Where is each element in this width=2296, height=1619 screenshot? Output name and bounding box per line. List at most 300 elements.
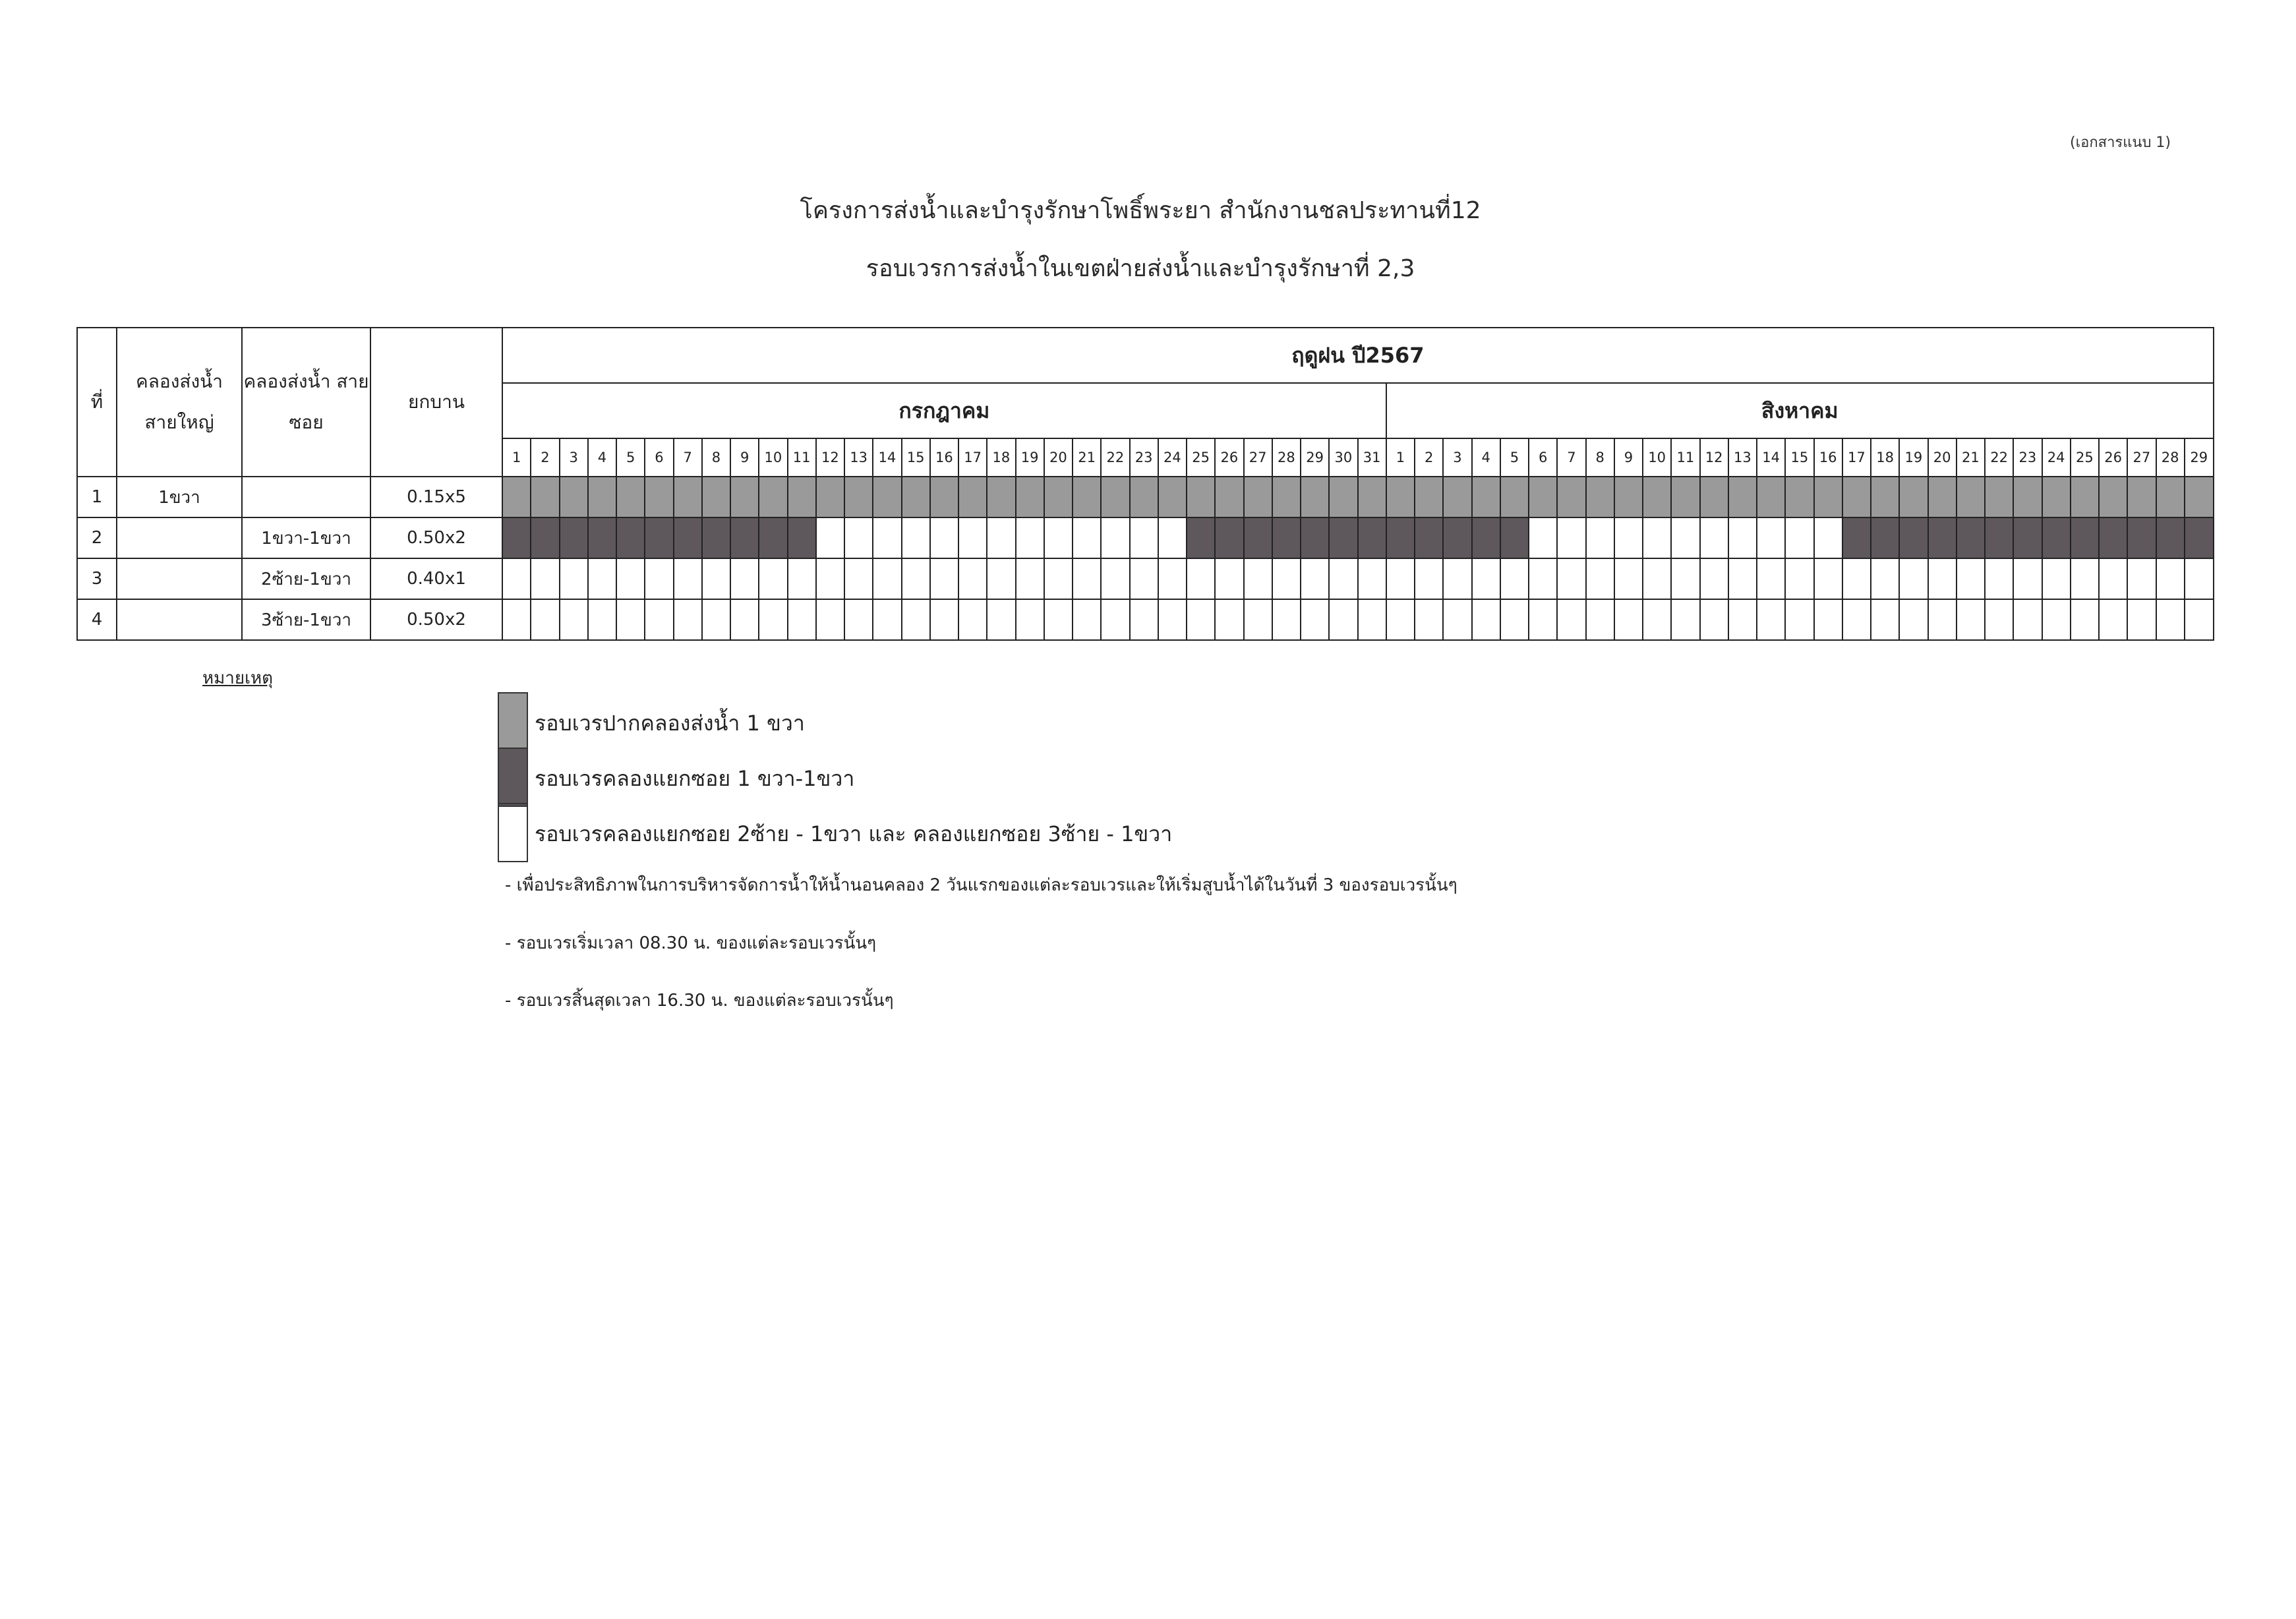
schedule-cell xyxy=(730,517,759,558)
schedule-cell xyxy=(1899,477,1928,517)
row-sub: 1ขวา-1ขวา xyxy=(242,517,370,558)
day-header: 14 xyxy=(1757,438,1785,477)
schedule-cell xyxy=(616,599,645,640)
schedule-cell xyxy=(1272,477,1301,517)
schedule-cell xyxy=(1814,477,1842,517)
schedule-cell xyxy=(616,558,645,599)
schedule-cell xyxy=(902,477,930,517)
schedule-cell xyxy=(1386,558,1415,599)
schedule-cell xyxy=(616,477,645,517)
schedule-cell xyxy=(1529,517,1557,558)
schedule-cell xyxy=(502,517,531,558)
schedule-cell xyxy=(702,558,730,599)
day-header: 21 xyxy=(1957,438,1985,477)
legend-item xyxy=(498,748,1289,808)
table-row xyxy=(77,599,2214,640)
schedule-cell xyxy=(1643,558,1671,599)
schedule-cell xyxy=(1700,558,1728,599)
schedule-cell xyxy=(1073,599,1101,640)
schedule-cell xyxy=(1044,517,1073,558)
schedule-cell xyxy=(730,477,759,517)
schedule-cell xyxy=(1187,517,1215,558)
day-header: 14 xyxy=(873,438,901,477)
row-sub xyxy=(242,477,370,517)
schedule-cell xyxy=(816,477,844,517)
day-header: 19 xyxy=(1016,438,1044,477)
schedule-cell xyxy=(616,517,645,558)
day-header: 15 xyxy=(1785,438,1813,477)
schedule-cell xyxy=(958,599,987,640)
schedule-cell xyxy=(1158,558,1187,599)
day-header: 18 xyxy=(1871,438,1899,477)
schedule-cell xyxy=(1785,599,1813,640)
schedule-cell xyxy=(1500,558,1529,599)
table-row xyxy=(77,477,2214,517)
schedule-cell xyxy=(2099,558,2127,599)
schedule-cell xyxy=(1386,517,1415,558)
day-header: 10 xyxy=(1643,438,1671,477)
day-header: 9 xyxy=(1614,438,1643,477)
schedule-cell xyxy=(1158,477,1187,517)
schedule-cell xyxy=(1272,599,1301,640)
schedule-cell xyxy=(560,477,588,517)
day-header: 17 xyxy=(1842,438,1871,477)
schedule-cell xyxy=(1785,558,1813,599)
schedule-cell xyxy=(1957,517,1985,558)
schedule-cell xyxy=(1016,599,1044,640)
schedule-cell xyxy=(958,558,987,599)
schedule-cell xyxy=(1700,477,1728,517)
schedule-cell xyxy=(1472,477,1500,517)
schedule-cell xyxy=(1443,477,1471,517)
schedule-cell xyxy=(1643,517,1671,558)
schedule-cell xyxy=(1842,517,1871,558)
day-header: 2 xyxy=(531,438,559,477)
season-header: ฤดูฝน ปี2567 xyxy=(502,328,2214,383)
schedule-cell xyxy=(588,599,616,640)
schedule-cell xyxy=(1586,599,1614,640)
schedule-cell xyxy=(2127,517,2156,558)
schedule-cell xyxy=(844,558,873,599)
schedule-cell xyxy=(531,558,559,599)
schedule-cell xyxy=(930,558,958,599)
row-sub: 3ซ้าย-1ขวา xyxy=(242,599,370,640)
day-header: 30 xyxy=(1329,438,1357,477)
legend-swatch xyxy=(498,803,528,862)
schedule-cell xyxy=(674,599,702,640)
schedule-cell xyxy=(588,477,616,517)
schedule-cell xyxy=(1728,558,1757,599)
schedule-cell xyxy=(1301,599,1329,640)
schedule-cell xyxy=(788,558,816,599)
schedule-cell xyxy=(1671,477,1699,517)
day-header: 10 xyxy=(759,438,787,477)
schedule-cell xyxy=(1671,558,1699,599)
schedule-cell xyxy=(1215,599,1243,640)
schedule-cell xyxy=(1415,477,1443,517)
schedule-cell xyxy=(2042,477,2071,517)
day-header: 25 xyxy=(2071,438,2099,477)
schedule-cell xyxy=(1472,517,1500,558)
schedule-cell xyxy=(1957,477,1985,517)
schedule-cell xyxy=(1529,599,1557,640)
schedule-cell xyxy=(1814,517,1842,558)
day-header: 20 xyxy=(1928,438,1957,477)
schedule-cell xyxy=(1957,599,1985,640)
schedule-cell xyxy=(1871,599,1899,640)
schedule-cell xyxy=(1500,517,1529,558)
notes-title: หมายเหตุ xyxy=(202,668,274,688)
schedule-cell xyxy=(2042,599,2071,640)
day-header: 1 xyxy=(1386,438,1415,477)
schedule-cell xyxy=(674,558,702,599)
day-header: 28 xyxy=(1272,438,1301,477)
schedule-cell xyxy=(987,477,1015,517)
schedule-cell xyxy=(1301,477,1329,517)
schedule-cell xyxy=(1187,558,1215,599)
schedule-cell xyxy=(2099,517,2127,558)
schedule-cell xyxy=(531,517,559,558)
schedule-cell xyxy=(1928,477,1957,517)
schedule-cell xyxy=(1016,477,1044,517)
schedule-cell xyxy=(1016,558,1044,599)
schedule-cell xyxy=(1842,558,1871,599)
schedule-cell xyxy=(531,599,559,640)
schedule-cell xyxy=(1757,477,1785,517)
schedule-cell xyxy=(2127,558,2156,599)
schedule-cell xyxy=(1500,599,1529,640)
schedule-cell xyxy=(2099,599,2127,640)
note-line: - รอบเวรเริ่มเวลา 08.30 น. ของแต่ละรอบเวรนั้นๆ xyxy=(505,933,877,953)
schedule-cell xyxy=(902,558,930,599)
day-header: 4 xyxy=(1472,438,1500,477)
schedule-cell xyxy=(1557,477,1585,517)
schedule-cell xyxy=(560,558,588,599)
schedule-cell xyxy=(1130,477,1158,517)
schedule-cell xyxy=(902,599,930,640)
schedule-cell xyxy=(502,477,531,517)
schedule-cell xyxy=(1728,477,1757,517)
row-pump: 0.40x1 xyxy=(370,558,502,599)
table-row xyxy=(77,517,2214,558)
schedule-cell xyxy=(730,599,759,640)
schedule-cell xyxy=(2156,599,2185,640)
schedule-cell xyxy=(1586,477,1614,517)
schedule-cell xyxy=(1614,558,1643,599)
schedule-cell xyxy=(1443,558,1471,599)
schedule-cell xyxy=(1928,558,1957,599)
schedule-cell xyxy=(1671,517,1699,558)
schedule-cell xyxy=(2071,517,2099,558)
schedule-cell xyxy=(1899,599,1928,640)
schedule-cell xyxy=(1272,558,1301,599)
day-header: 13 xyxy=(844,438,873,477)
schedule-cell xyxy=(674,477,702,517)
col-pump-header: ยกบาน xyxy=(370,328,502,477)
schedule-cell xyxy=(2071,477,2099,517)
schedule-cell xyxy=(1700,517,1728,558)
schedule-cell xyxy=(1329,477,1357,517)
schedule-cell xyxy=(2127,477,2156,517)
schedule-cell xyxy=(2156,558,2185,599)
schedule-cell xyxy=(1073,558,1101,599)
schedule-cell xyxy=(502,599,531,640)
day-header: 25 xyxy=(1187,438,1215,477)
schedule-cell xyxy=(1785,517,1813,558)
schedule-cell xyxy=(1757,517,1785,558)
schedule-cell xyxy=(1158,517,1187,558)
day-header: 7 xyxy=(674,438,702,477)
schedule-cell xyxy=(2071,599,2099,640)
attachment-label: (เอกสารแนบ 1) xyxy=(2070,134,2171,151)
schedule-cell xyxy=(930,477,958,517)
schedule-cell xyxy=(1757,599,1785,640)
schedule-cell xyxy=(1329,558,1357,599)
schedule-cell xyxy=(1044,599,1073,640)
schedule-cell xyxy=(502,558,531,599)
col-main-canal-header: คลองส่งน้ำ สายใหญ่ xyxy=(117,328,242,477)
row-pump: 0.50x2 xyxy=(370,517,502,558)
schedule-cell xyxy=(2013,477,2042,517)
page-subtitle: รอบเวรการส่งน้ำในเขตฝ่ายส่งน้ำและบำรุงรักษาที่ 2,3 xyxy=(866,255,1415,282)
schedule-body xyxy=(77,477,2214,640)
schedule-cell xyxy=(1329,599,1357,640)
day-header: 23 xyxy=(1130,438,1158,477)
row-no: 1 xyxy=(77,477,117,517)
month-header: สิงหาคม xyxy=(1386,383,2214,438)
schedule-cell xyxy=(2127,599,2156,640)
day-header: 4 xyxy=(588,438,616,477)
schedule-cell xyxy=(1985,517,2013,558)
schedule-cell xyxy=(2013,599,2042,640)
row-main xyxy=(117,558,242,599)
legend-swatch xyxy=(498,748,528,807)
schedule-cell xyxy=(1158,599,1187,640)
schedule-cell xyxy=(560,599,588,640)
day-header: 6 xyxy=(645,438,673,477)
schedule-cell xyxy=(1386,477,1415,517)
row-main xyxy=(117,517,242,558)
schedule-cell xyxy=(1814,558,1842,599)
day-header: 31 xyxy=(1358,438,1386,477)
schedule-cell xyxy=(1244,599,1272,640)
day-header: 23 xyxy=(2013,438,2042,477)
schedule-cell xyxy=(1244,477,1272,517)
day-header: 1 xyxy=(502,438,531,477)
legend-swatch xyxy=(498,692,528,751)
schedule-cell xyxy=(702,599,730,640)
schedule-cell xyxy=(588,517,616,558)
schedule-cell xyxy=(702,477,730,517)
day-header: 13 xyxy=(1728,438,1757,477)
schedule-cell xyxy=(588,558,616,599)
day-header: 16 xyxy=(930,438,958,477)
schedule-cell xyxy=(2185,599,2214,640)
day-header: 5 xyxy=(616,438,645,477)
day-header: 26 xyxy=(1215,438,1243,477)
schedule-cell xyxy=(930,517,958,558)
schedule-cell xyxy=(2042,558,2071,599)
schedule-cell xyxy=(1500,477,1529,517)
schedule-cell xyxy=(1044,558,1073,599)
legend-item xyxy=(498,803,1289,864)
day-header: 26 xyxy=(2099,438,2127,477)
schedule-cell xyxy=(2185,558,2214,599)
schedule-cell xyxy=(987,599,1015,640)
schedule-cell xyxy=(1101,599,1129,640)
schedule-cell xyxy=(1614,599,1643,640)
schedule-cell xyxy=(1386,599,1415,640)
schedule-cell xyxy=(1358,517,1386,558)
row-sub: 2ซ้าย-1ขวา xyxy=(242,558,370,599)
schedule-cell xyxy=(1101,477,1129,517)
schedule-cell xyxy=(1358,477,1386,517)
schedule-cell xyxy=(1101,517,1129,558)
day-header: 3 xyxy=(560,438,588,477)
col-sub-canal-header: คลองส่งน้ำ สายซอย xyxy=(242,328,370,477)
schedule-cell xyxy=(645,599,673,640)
note-line: - เพื่อประสิทธิภาพในการบริหารจัดการน้ำให้น้ำนอนคลอง 2 วันแรกของแต่ละรอบเวรและให้เริ่มสูบน้ำได้ในวันที่ 3 ของรอบเวรนั้นๆ xyxy=(505,875,1457,895)
row-pump: 0.15x5 xyxy=(370,477,502,517)
schedule-cell xyxy=(1700,599,1728,640)
schedule-cell xyxy=(1443,599,1471,640)
schedule-cell xyxy=(1757,558,1785,599)
schedule-cell xyxy=(873,599,901,640)
schedule-cell xyxy=(1329,517,1357,558)
schedule-cell xyxy=(2099,477,2127,517)
schedule-cell xyxy=(987,517,1015,558)
schedule-cell xyxy=(1928,517,1957,558)
schedule-cell xyxy=(2013,558,2042,599)
schedule-cell xyxy=(1215,517,1243,558)
schedule-cell xyxy=(759,558,787,599)
schedule-cell xyxy=(1187,599,1215,640)
schedule-cell xyxy=(1130,517,1158,558)
schedule-cell xyxy=(1415,558,1443,599)
day-header: 19 xyxy=(1899,438,1928,477)
note-line: - รอบเวรสิ้นสุดเวลา 16.30 น. ของแต่ละรอบเวรนั้นๆ xyxy=(505,991,894,1011)
schedule-cell xyxy=(1985,477,2013,517)
schedule-cell xyxy=(1443,517,1471,558)
day-header: 3 xyxy=(1443,438,1471,477)
day-header: 18 xyxy=(987,438,1015,477)
row-no: 2 xyxy=(77,517,117,558)
schedule-cell xyxy=(1358,599,1386,640)
schedule-cell xyxy=(1358,558,1386,599)
schedule-cell xyxy=(2156,477,2185,517)
schedule-cell xyxy=(1215,477,1243,517)
schedule-cell xyxy=(1244,517,1272,558)
schedule-cell xyxy=(1529,558,1557,599)
schedule-cell xyxy=(1415,599,1443,640)
day-header: 8 xyxy=(1586,438,1614,477)
schedule-cell xyxy=(1073,477,1101,517)
schedule-cell xyxy=(1643,599,1671,640)
schedule-cell xyxy=(1728,517,1757,558)
row-pump: 0.50x2 xyxy=(370,599,502,640)
schedule-cell xyxy=(1643,477,1671,517)
schedule-cell xyxy=(1899,517,1928,558)
schedule-cell xyxy=(1557,517,1585,558)
legend-label: รอบเวรคลองแยกซอย 1 ขวา-1ขวา xyxy=(535,766,855,791)
schedule-cell xyxy=(1272,517,1301,558)
day-header: 29 xyxy=(2185,438,2214,477)
month-header: กรกฎาคม xyxy=(502,383,1386,438)
schedule-cell xyxy=(844,477,873,517)
schedule-cell xyxy=(816,558,844,599)
day-header: 22 xyxy=(1101,438,1129,477)
legend-label: รอบเวรคลองแยกซอย 2ซ้าย - 1ขวา และ คลองแยกซอย 3ซ้าย - 1ขวา xyxy=(535,821,1173,846)
schedule-cell xyxy=(1871,558,1899,599)
row-no: 4 xyxy=(77,599,117,640)
schedule-cell xyxy=(902,517,930,558)
schedule-cell xyxy=(1557,558,1585,599)
schedule-cell xyxy=(645,517,673,558)
schedule-cell xyxy=(1899,558,1928,599)
schedule-cell xyxy=(645,477,673,517)
schedule-cell xyxy=(1928,599,1957,640)
schedule-cell xyxy=(1671,599,1699,640)
schedule-cell xyxy=(1871,517,1899,558)
schedule-cell xyxy=(560,517,588,558)
schedule-cell xyxy=(1472,558,1500,599)
schedule-cell xyxy=(1985,599,2013,640)
schedule-cell xyxy=(1586,517,1614,558)
schedule-cell xyxy=(759,517,787,558)
table-row xyxy=(77,558,2214,599)
day-header: 5 xyxy=(1500,438,1529,477)
schedule-cell xyxy=(1244,558,1272,599)
schedule-cell xyxy=(1130,599,1158,640)
day-header: 22 xyxy=(1985,438,2013,477)
legend-label: รอบเวรปากคลองส่งน้ำ 1 ขวา xyxy=(535,711,805,736)
schedule-cell xyxy=(873,558,901,599)
schedule-cell xyxy=(844,517,873,558)
schedule-cell xyxy=(844,599,873,640)
schedule-cell xyxy=(2071,558,2099,599)
schedule-cell xyxy=(1871,477,1899,517)
schedule-cell xyxy=(1301,517,1329,558)
schedule-cell xyxy=(987,558,1015,599)
schedule-cell xyxy=(1215,558,1243,599)
day-header: 29 xyxy=(1301,438,1329,477)
schedule-cell xyxy=(730,558,759,599)
page-title: โครงการส่งน้ำและบำรุงรักษาโพธิ์พระยา สำนักงานชลประทานที่12 xyxy=(800,197,1481,224)
day-header: 21 xyxy=(1073,438,1101,477)
schedule-cell xyxy=(2013,517,2042,558)
day-header: 24 xyxy=(2042,438,2071,477)
schedule-cell xyxy=(1614,517,1643,558)
schedule-cell xyxy=(1529,477,1557,517)
schedule-cell xyxy=(2156,517,2185,558)
schedule-cell xyxy=(1814,599,1842,640)
day-header: 11 xyxy=(788,438,816,477)
day-header: 16 xyxy=(1814,438,1842,477)
col-no-header: ที่ xyxy=(77,328,117,477)
day-header: 12 xyxy=(1700,438,1728,477)
schedule-cell xyxy=(1130,558,1158,599)
schedule-cell xyxy=(1301,558,1329,599)
day-header: 12 xyxy=(816,438,844,477)
schedule-cell xyxy=(1073,517,1101,558)
schedule-cell xyxy=(788,599,816,640)
schedule-cell xyxy=(2185,477,2214,517)
schedule-cell xyxy=(1614,477,1643,517)
schedule-cell xyxy=(1842,599,1871,640)
day-header: 2 xyxy=(1415,438,1443,477)
schedule-cell xyxy=(645,558,673,599)
day-header: 8 xyxy=(702,438,730,477)
